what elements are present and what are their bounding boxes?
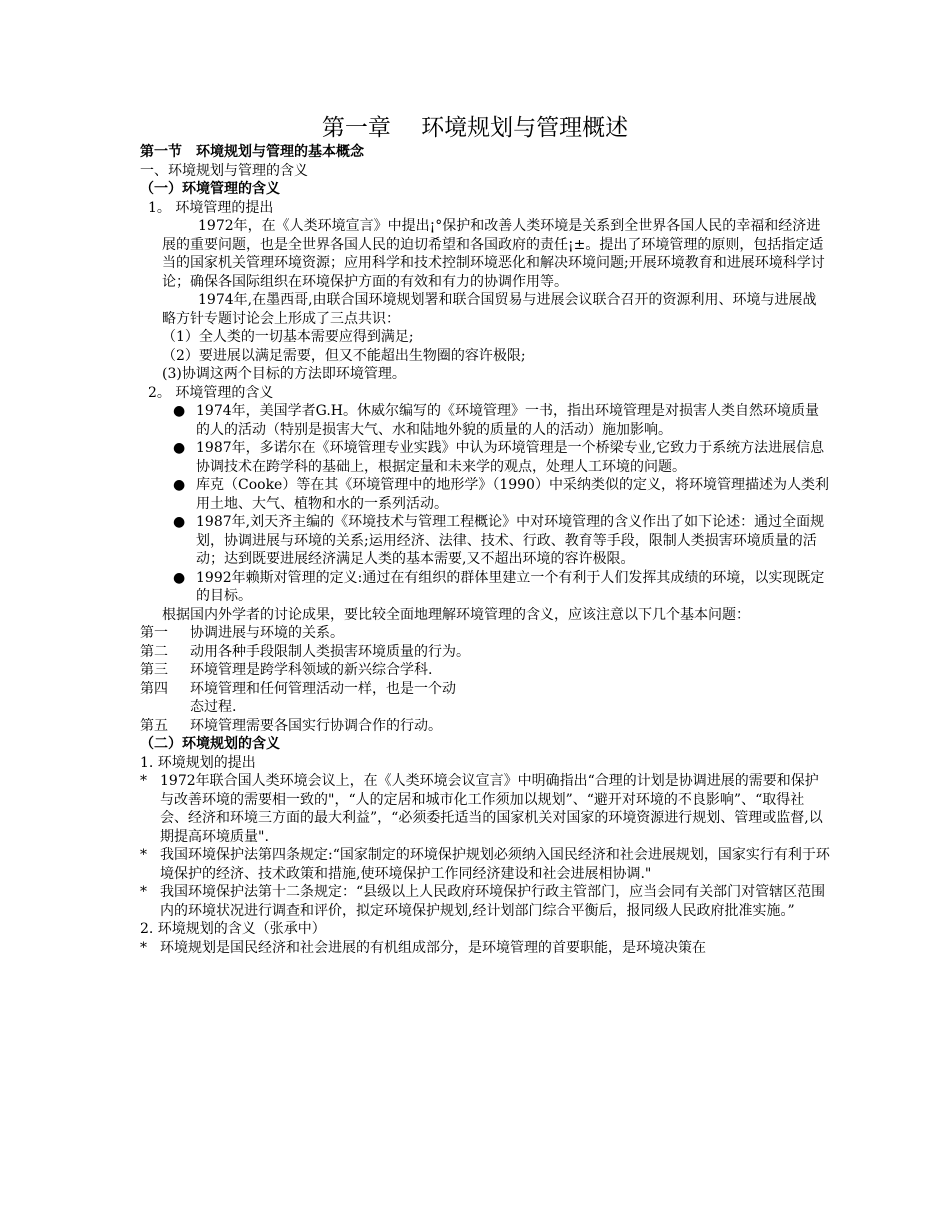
point-label: 第四 [140,680,168,697]
document-body [140,143,830,957]
star-item [140,772,830,846]
point-text: 环境管理需要各国实行协调合作的行动。 [190,717,442,734]
paragraph-3: 根据国内外学者的讨论成果，要比较全面地理解环境管理的含义，应该注意以下几个基本问题： [162,606,750,623]
point-text: 环境管理是跨学科领域的新兴综合学科. [190,662,433,678]
paragraph-1: 1972年，在《人类环境宣言》中提出¡°保护和改善人类环境是关系到全世界各国人民的幸福和经济进展的重要问题，也是全世界各国人民的迫切希望和各国政府的责任¡±。提出了环境管理的原则，包括指定适当的国家机关管理环境资源；应用科学和技术控制环境恶化和解决环境问题;开展环境教育和进展环境科学讨论；确保各国际组织在环境保护方面的有效和有力的协调作用等。 [162,218,825,290]
asterisk-icon: * [140,884,147,900]
star-text: 环境规划是国民经济和社会进展的有机组成部分，是环境管理的首要职能，是环境决策在 [160,939,706,956]
item-heading-2: 2。 环境管理的含义 [148,384,274,401]
point-text: 协调进展与环境的关系。 [190,625,344,641]
point-text [190,680,456,717]
star-text: 我国环境保护法第四条规定:“国家制定的环境保护规划必须纳入国民经济和社会进展规划，国家实行有利于环境保护的经济、技术政策和措施,使环境保护工作同经济建设和社会进展相协调." [160,847,830,882]
section-heading: 第一节 环境规划与管理的基本概念 [140,144,364,160]
bullet-icon: ● [173,514,186,530]
star-item [140,883,830,920]
subheading-2: （二）环境规划的含义 [140,736,280,752]
bullet-text: 1974年，美国学者G.H。休威尔编写的《环境管理》一书，指出环境管理是对损害人类自然环境质量的人的活动（特别是损害大气、水和陆地外貌的质量的人的活动）施加影响。 [196,403,819,438]
point-item [140,661,830,680]
bullet-icon: ● [173,440,186,456]
definition-bullet [140,439,830,476]
point-label: 第五 [140,717,168,734]
point-label: 第三 [140,662,168,678]
consensus-item: (3)协调这两个目标的方法即环境管理。 [162,366,406,382]
bullet-text: 库克（Cooke）等在其《环境管理中的地形学》（1990）中采纳类似的定义，将环境管理描述为人类利用土地、大气、植物和水的一系列活动。 [196,477,829,512]
asterisk-icon: * [140,939,147,956]
item-heading-1: 1。 环境管理的提出 [148,199,274,216]
point-label: 第二 [140,643,168,660]
definition-bullet [140,569,830,606]
item-heading-4: 2. 环境规划的含义（张承中） [140,921,326,937]
bullet-text: 1992年赖斯对管理的定义:通过在有组织的群体里建立一个有利于人们发挥其成绩的环境，以实现既定的目标。 [196,569,825,604]
definition-bullet [140,513,830,569]
definition-bullet [140,476,830,513]
asterisk-icon: * [140,847,147,863]
point-item [140,680,830,717]
consensus-item: （2）要进展以满足需要，但又不能超出生物圈的容许极限; [162,347,526,364]
point-label: 第一 [140,625,168,641]
point-text-continuation: 态过程. [190,699,237,715]
bullet-icon: ● [173,403,186,419]
asterisk-icon: * [140,773,147,789]
paragraph-2: 1974年,在墨西哥,由联合国环境规划署和联合国贸易与进展会议联合召开的资源利用、环境与进展战略方针专题讨论会上形成了三点共识： [162,292,817,327]
point-item [140,624,830,643]
point-item [140,717,830,736]
bullet-icon: ● [173,477,186,493]
bullet-icon: ● [173,569,186,586]
definition-bullet [140,402,830,439]
bullet-text: 1987年,刘天齐主编的《环境技术与管理工程概论》中对环境管理的含义作出了如下论述：通过全面规划，协调进展与环境的关系;运用经济、法律、技术、行政、教育等手段，限制人类损害环境质量的活动；达到既要进展经济满足人类的基本需要,又不超出环境的容许极限。 [196,514,825,567]
point-item [140,643,830,662]
point-text: 动用各种手段限制人类损害环境质量的行为。 [190,643,470,660]
item-heading-3: 1. 环境规划的提出 [140,754,256,771]
bullet-text: 1987年，多诺尔在《环境管理专业实践》中认为环境管理是一个桥梁专业,它致力于系统方法进展信息协调技术在跨学科的基础上，根据定量和未来学的观点，处理人工环境的问题。 [196,440,825,475]
consensus-item: （1）全人类的一切基本需要应得到满足; [162,329,414,345]
chapter-title: 第一章 环境规划与管理概述 [321,115,629,141]
star-text: 我国环境保护法第十二条规定：“县级以上人民政府环境保护行政主管部门，应当会同有关部门对管辖区范围内的环境状况进行调查和评价，拟定环境保护规划,经计划部门综合平衡后，报同级人民政府批准实施。” [160,884,826,919]
heading-1: 一、环境规划与管理的含义 [140,162,308,179]
point-text-line: 环境管理和任何管理活动一样，也是一个动 [190,680,456,697]
star-item [140,939,830,958]
subheading-1: （一）环境管理的含义 [140,181,280,197]
star-item [140,846,830,883]
star-text: 1972年联合国人类环境会议上，在《人类环境会议宣言》中明确指出“合理的计划是协调进展的需要和保护与改善环境的需要相一致的"，“人的定居和城市化工作须加以规划”、“避开对环境的不良影响”、“取得社会、经济和环境三方面的最大利益”，“必须委托适当的国家机关对国家的环境资源进行规划、管理或监督,以期提高环境质量". [160,773,823,845]
